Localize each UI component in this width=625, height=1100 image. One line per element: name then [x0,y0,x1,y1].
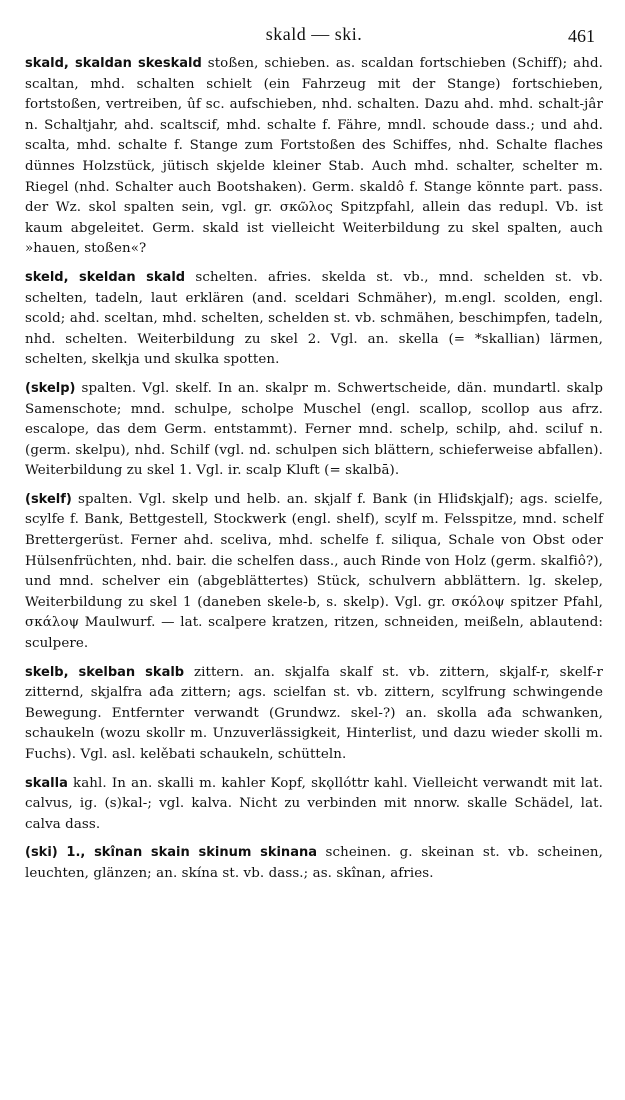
entry-ski [25,843,603,884]
entry-lemma: skelb, skelban skalb [25,664,185,680]
entry-text: kahl. In an. skalli m. kahler Kopf, skǫllóttr kahl. Vielleicht verwandt mit lat. calvus, ig. (s)kal-; vgl. kalva. Nicht zu verbinden mit nnorw. skalle Schädel, lat. calva dass. [25,775,603,832]
entry-skelp [25,379,603,482]
entry-lemma: (skelf) [25,491,72,507]
entry-lemma: skald, skaldan skeskald [25,56,202,71]
entry-text: stoßen, schieben. as. scaldan fortschieben (Schiff); ahd. scaltan, mhd. schalten schielt (ein Fahrzeug mit der Stange) fortschieben, fortstoßen, vertreiben, ûf sc. aufschieben, nhd. schalten. Dazu ahd. mhd. schalt-jâr n. Schaltjahr, ahd. scaltscif, mhd. schalte f. Fähre, mndl. schoude dass.; und ahd. scalta, mhd. schalte f. Stange zum Fortstoßen des Schiffes, nhd. Schalte flaches dünnes Holzstück, jütisch skjelde kleiner Stab. Auch mhd. schalter, schelter m. Riegel (nhd. Schalter auch Bootshaken). Germ. skaldô f. Stange könnte part. pass. der Wz. skol spalten sein, vgl. gr. σκῶλος Spitzpfahl, allein das redupl. Vb. ist kaum abgeleitet. Germ. skald ist vielleicht Weiterbildung zu skel spalten, auch »hauen, stoßen«? [25,56,603,257]
entry-text: schelten. afries. skelda st. vb., mnd. schelden st. vb. schelten, tadeln, laut erklären (and. sceldari Schmäher), m.engl. scolden, engl. scold; ahd. sceltan, mhd. schelten, schelden st. vb. schmähen, beschimpfen, tadeln, nhd. schelten. Weiterbildung zu skel 2. Vgl. an. skella (= *skallian) lärmen, schelten, skelkja und skulka spotten. [25,269,604,368]
page-number: 461 [568,26,595,46]
entry-lemma: skalla [25,775,68,791]
running-title: skald — ski. [265,24,363,44]
entry-text: spalten. Vgl. skelp und helb. an. skjalf f. Bank (in Hliđskjalf); ags. scielfe, scylfe f. Bank, Bettgestell, Stockwerk (engl. shelf), scylf m. Felsspitze, mnd. schelf Brettergerüst. Ferner ahd. sceliva, mhd. schelfe f. siliqua, Schale von Obst oder Hülsenfrüchten, nhd. bair. die schelfen dass., auch Rinde von Holz (germ. skalfiô?), und mnd. schelver ein (abgeblättertes) Stück, schulvern abblättern. lg. skelep, Weiterbildung zu skel 1 (daneben skele-b, s. skelp). Vgl. gr. σκόλοψ spitzer Pfahl, σκάλοψ Maulwurf. — lat. scalpere kratzen, ritzen, schneiden, meißeln, ablautend: sculpere. [25,491,603,652]
entry-text: spalten. Vgl. skelf. In an. skalpr m. Schwertscheide, dän. mundartl. skalp Samenschote; mnd. schulpe, scholpe Muschel (engl. scallop, scollop aus afrz. escalope, das dem Germ. entstammt). Ferner mnd. schelp, schilp, ahd. sciluf n. (germ. skelpu), nhd. Schilf (vgl. nd. schulpen sich blättern, schieferweise abfallen). Weiterbildung zu skel 1. Vgl. ir. scalp Kluft (= skalbā). [25,380,604,479]
entry-skeld [25,268,603,371]
entry-skelf [25,490,603,655]
entry-skelb [25,663,603,766]
entry-lemma: (skelp) [25,380,76,396]
entry-lemma: skeld, skeldan skald [25,269,186,285]
entry-text: scheinen. g. skeinan st. vb. scheinen, leuchten, glänzen; an. skína st. vb. dass.; as. skînan, afries. [25,845,603,881]
entry-skalla [25,774,603,836]
entry-skald [25,54,603,260]
entry-text: zittern. an. skjalfa skalf st. vb. zittern, skjalf-r, skelf-r zitternd, skjalfra ađa zittern; ags. scielfan st. vb. zittern, scylfrung schwingende Bewegung. Entfernter verwandt (Grundwz. skel-?) an. skolla ađa schwanken, schaukeln (wozu skollr m. Unzuverlässigkeit, Hinterlist, und dazu wieder skolli m. Fuchs). Vgl. asl. kelěbati schaukeln, schütteln. [25,664,603,762]
entry-lemma: (ski) 1., skînan skain skinum skinana [25,845,317,861]
page-header [25,20,603,54]
